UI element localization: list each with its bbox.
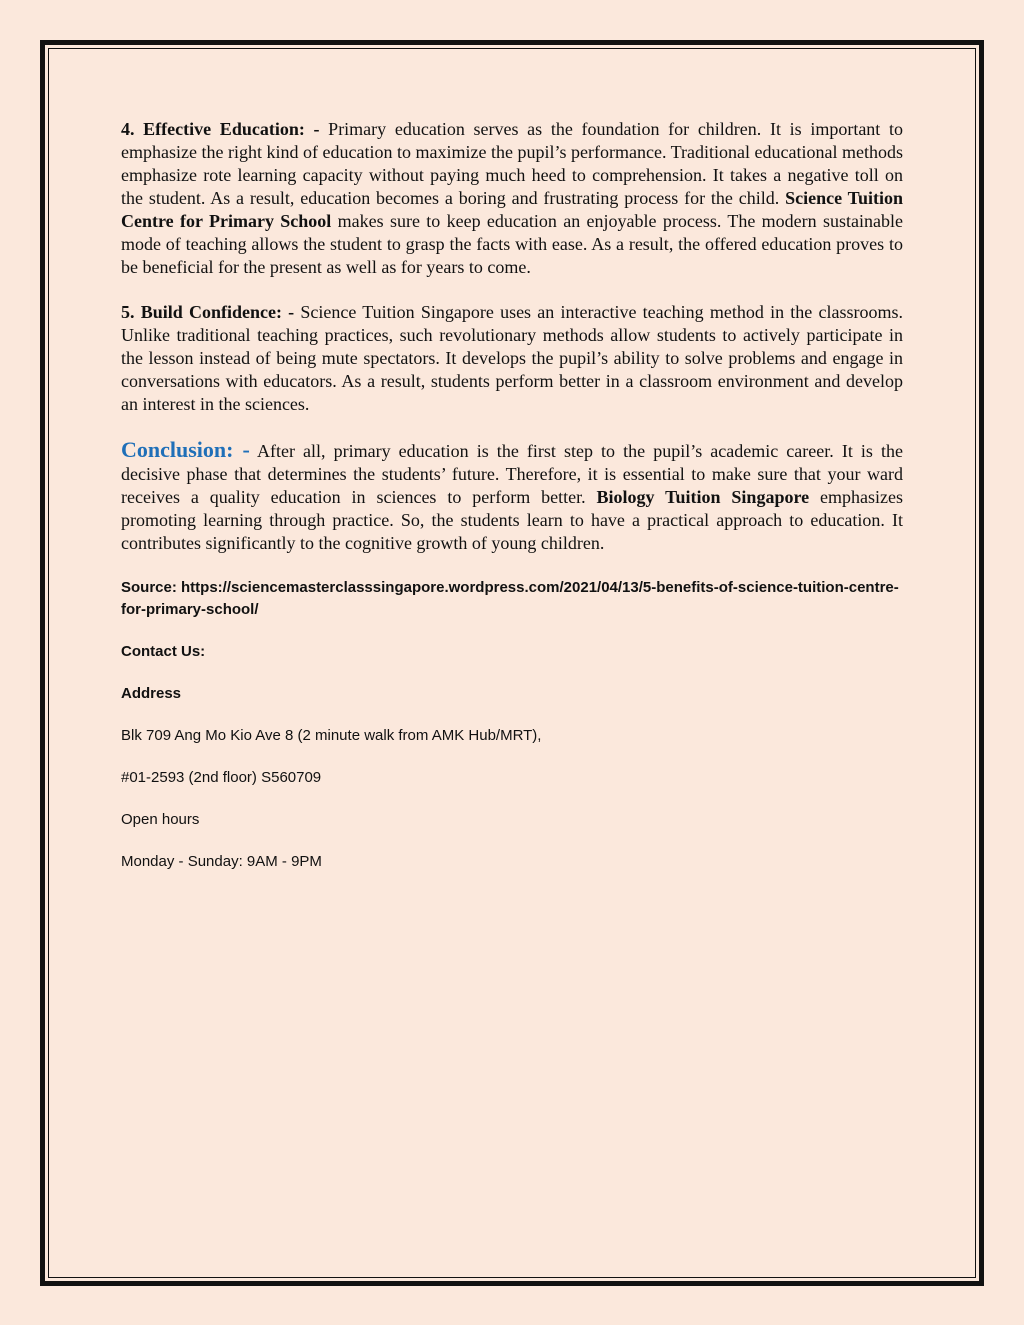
paragraph-conclusion — [121, 438, 903, 555]
hours-label: Open hours — [121, 811, 200, 828]
conclusion-text-2: emphasizes promoting learning through practice. So, the students learn to have a practical approach to education. It contributes significantly to the cognitive growth of young children. — [121, 487, 904, 553]
source-link[interactable]: Source: https://sciencemasterclasssingapore.wordpress.com/2021/04/13/5-benefits-of-science-tuition-centre-for-primary-school/ — [121, 579, 899, 618]
conclusion-text-1: After all, primary education is the first step to the pupil’s academic career. It is the decisive phase that determines the students’ future. Therefore, it is essential to make sure that your ward receives a quality education in sciences to perform better. — [121, 441, 904, 507]
heading-effective-education: 4. Effective Education: - — [121, 119, 320, 139]
confidence-text: Science Tuition Singapore uses an interactive teaching method in the classrooms. Unlike traditional teaching practices, such revolutionary methods allow students to actively participate in the lesson instead of being mute spectators. It develops the pupil’s ability to solve problems and engage in conversations with educators. As a result, students perform better in a classroom environment and develop an interest in the sciences. — [121, 302, 903, 414]
heading-build-confidence: 5. Build Confidence: - — [121, 302, 295, 322]
address-label: Address — [121, 685, 182, 702]
effective-text-1: Primary education serves as the foundation for children. It is important to emphasize the right kind of education to maximize the pupil’s performance. Traditional educational methods emphasize rote learning capacity without paying much heed to comprehension. It takes a negative toll on the student. As a result, education becomes a boring and frustrating process for the child. — [121, 119, 903, 208]
address-line-1: Blk 709 Ang Mo Kio Ave 8 (2 minute walk from AMK Hub/MRT), — [121, 727, 542, 744]
science-tuition-link[interactable]: Science Tuition Centre for Primary School — [121, 188, 904, 231]
effective-text-2: makes sure to keep education an enjoyable process. The modern sustainable mode of teaching allows the student to grasp the facts with ease. As a result, the offered education proves to be beneficial for the present as well as for years to come. — [121, 211, 903, 277]
paragraph-build-confidence — [121, 301, 903, 416]
paragraph-effective-education — [121, 118, 903, 279]
address-line-2: #01-2593 (2nd floor) S560709 — [121, 769, 322, 786]
hours-value: Monday - Sunday: 9AM - 9PM — [121, 853, 322, 870]
biology-tuition-link[interactable]: Biology Tuition Singapore — [596, 487, 810, 507]
document-content — [121, 118, 903, 893]
heading-conclusion: Conclusion: - — [121, 437, 250, 462]
contact-title: Contact Us: — [121, 643, 206, 660]
